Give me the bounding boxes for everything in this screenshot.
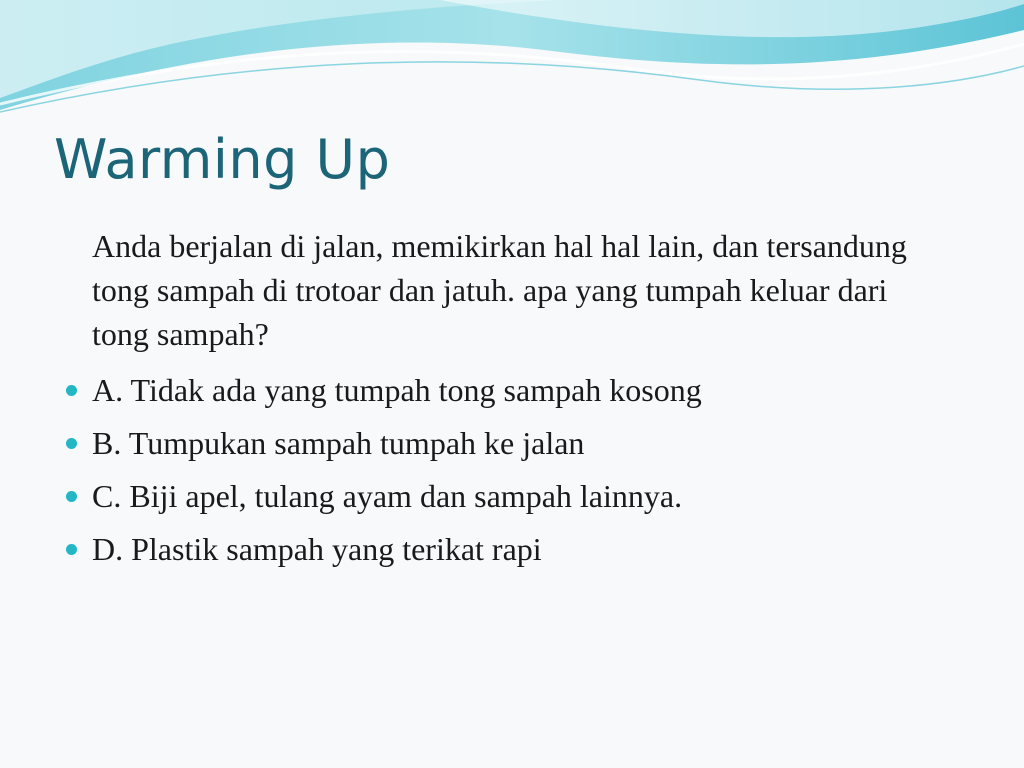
- option-b-text: B. Tumpukan sampah tumpah ke jalan: [92, 425, 585, 461]
- option-c-text: C. Biji apel, tulang ayam dan sampah lainnya.: [92, 478, 683, 514]
- bullet-icon: [66, 438, 77, 449]
- bullet-icon: [66, 544, 77, 555]
- bullet-icon: [66, 385, 77, 396]
- header-wave-decoration: [0, 0, 1024, 120]
- slide-title: Warming Up: [54, 128, 391, 191]
- bullet-icon: [66, 491, 77, 502]
- option-d: [66, 523, 702, 576]
- option-a-text: A. Tidak ada yang tumpah tong sampah kosong: [92, 372, 702, 408]
- option-c: [66, 470, 702, 523]
- option-b: [66, 417, 702, 470]
- option-d-text: D. Plastik sampah yang terikat rapi: [92, 531, 542, 567]
- intro-paragraph: Anda berjalan di jalan, memikirkan hal hal lain, dan tersandung tong sampah di trotoar dan jatuh. apa yang tumpah keluar dari tong sampah?: [92, 228, 907, 352]
- answer-options-list: [66, 364, 702, 576]
- option-a: [66, 364, 702, 417]
